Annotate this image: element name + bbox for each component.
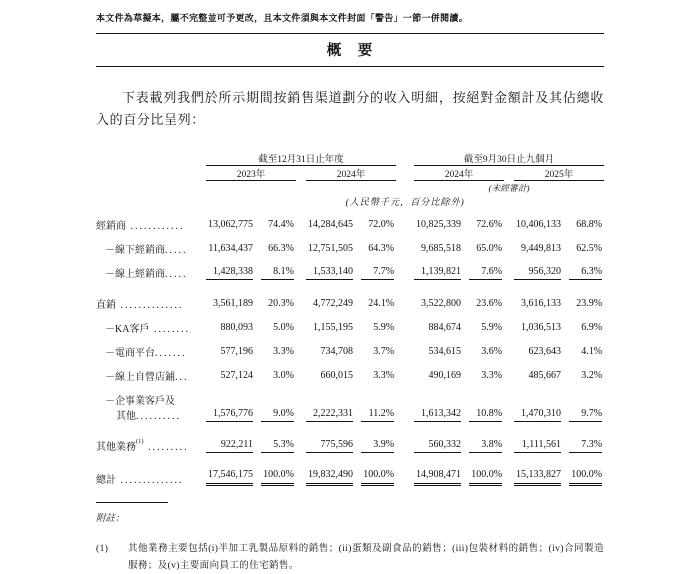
value-cell: 5.3% [258,422,296,453]
value-cell: 7.6% [466,256,504,280]
value-cell: 23.6% [476,298,503,309]
units-row [96,194,604,208]
value-cell: 1,576,776 [206,383,258,422]
value-cell: 11.2% [358,383,396,422]
footnote-text: 其他業務主要包括(i)半加工乳製品原料的銷售；(ii)蛋類及副食品的銷售；(iii)包裝材料的銷售；(iv)合同製造服務；及(v)主要面向員工的住宅銷售。 [128,544,604,571]
value-cell: 6.9% [581,322,603,333]
footnote-number: (1) [96,544,109,554]
footnote-ref-1: (1) [136,437,144,445]
footnote-separator [96,502,168,503]
table-row-distributors [96,208,604,232]
value-cell: 5.9% [481,322,503,333]
value-cell: 72.0% [368,219,395,230]
row-label: －線下經銷商..... [105,245,188,256]
value-cell: 1,428,338 [206,256,258,280]
value-cell: 10,825,339 [416,219,462,230]
value-cell: 23.9% [576,298,603,309]
value-cell: 884,674 [428,322,462,333]
table-row-online-distributors [96,256,604,280]
value-cell: 12,751,505 [308,243,353,254]
row-label: 其他業務$^{(1)}$ ......... [96,437,189,453]
value-cell: 485,667 [528,370,562,381]
dot-leader: .............. [116,300,184,311]
value-cell: 4,772,249 [313,298,353,309]
notes-heading: 附註： [96,514,125,524]
value-cell: 3,561,189 [213,298,253,309]
value-cell: 3,522,800 [421,298,462,309]
value-cell: 3.3% [273,346,294,357]
value-cell: 19,832,490 [306,453,358,486]
value-cell: 10,406,133 [516,219,562,230]
value-cell: 24.1% [368,298,395,309]
value-cell: 560,332 [414,422,466,453]
dot-leader: ..... [165,269,188,280]
value-cell: 734,708 [320,346,353,357]
value-cell: 4.1% [581,346,603,357]
unaudited-row [96,181,604,195]
revenue-by-channel-table [96,151,604,486]
value-cell: 9,685,518 [421,243,462,254]
value-cell: 3.3% [373,370,395,381]
value-cell: 3.6% [481,346,503,357]
value-cell: 1,036,513 [521,322,562,333]
value-cell: 14,908,471 [414,453,466,486]
year-2024: 2024年 [306,166,396,181]
value-cell: 15,133,827 [514,453,566,486]
table-row-other-businesses [96,422,604,453]
table-row-ecommerce-platforms [96,335,604,359]
value-cell: 1,533,140 [306,256,358,280]
value-cell: 527,124 [220,370,253,381]
value-cell: 660,015 [320,370,353,381]
value-cell: 3.7% [373,346,395,357]
row-label: －電商平台....... [105,348,187,359]
page-title: 概 要 [326,43,374,59]
row-label: －線上經銷商..... [105,269,188,280]
dot-leader: ..... [165,245,188,256]
dot-leader: .............. [116,475,184,486]
table-row-online-self-operated-stores [96,359,604,383]
dot-leader: .......... [136,411,181,422]
value-cell: 20.3% [268,298,294,309]
period-group-row [96,151,604,166]
dot-leader: ......... [143,442,189,453]
value-cell: 490,169 [428,370,462,381]
dot-leader: ............ [126,221,185,232]
year-2025-9m: 2025年 [514,166,604,181]
table-row-enterprise-customers-and-others [96,383,604,422]
value-cell: 880,093 [220,322,253,333]
value-cell: 7.7% [358,256,396,280]
value-cell: 8.1% [258,256,296,280]
value-cell: 2,222,331 [306,383,358,422]
table-row-offline-distributors [96,232,604,256]
value-cell: 66.3% [268,243,294,254]
row-label: 總計 .............. [96,475,184,486]
value-cell: 577,196 [220,346,253,357]
period-group-fiscal-years: 截至12月31日止年度 [206,151,396,166]
row-label-line2: 其他.......... [116,411,181,422]
corner-cell [96,151,206,166]
row-label: －線上自營店鋪... [105,372,189,383]
value-cell: 7.3% [566,422,604,453]
row-label: －KA客戶 ........ [105,324,190,335]
period-group-nine-months: 截至9月30日止九個月 [414,151,604,166]
value-cell: 3.2% [581,370,603,381]
row-label [96,383,206,422]
table-row-ka-customers [96,311,604,335]
table-row-direct-sales [96,280,604,311]
value-cell: 5.9% [373,322,395,333]
year-2024-9m: 2024年 [414,166,504,181]
value-cell: 775,596 [306,422,358,453]
value-cell: 74.4% [268,219,294,230]
value-cell: 64.3% [368,243,395,254]
intro-paragraph: 下表載列我們於所示期間按銷售渠道劃分的收入明細，按絕對金額計及其佔總收入的百分比呈列： [96,90,604,127]
value-cell: 17,546,175 [206,453,258,486]
value-cell: 68.8% [576,219,603,230]
draft-disclaimer: 本文件為草擬本，屬不完整並可予更改，且本文件須與本文件封面「警告」一節一併閱讀。 [96,13,469,23]
value-cell: 6.3% [566,256,604,280]
value-cell: 956,320 [514,256,566,280]
value-cell: 1,613,342 [414,383,466,422]
dot-leader: ........ [149,324,190,335]
value-cell: 9.7% [566,383,604,422]
year-2023: 2023年 [206,166,296,181]
value-cell: 3.9% [358,422,396,453]
value-cell: 1,470,310 [514,383,566,422]
unaudited-note: (未經審計) [488,183,530,193]
value-cell: 100.0% [258,453,296,486]
value-cell: 13,062,775 [208,219,253,230]
value-cell: 534,615 [428,346,462,357]
value-cell: 623,643 [528,346,562,357]
group-spacer [396,151,414,166]
row-label: 經銷商 ............ [96,221,185,232]
value-cell: 922,211 [206,422,258,453]
value-cell: 100.0% [358,453,396,486]
value-cell: 3.3% [481,370,503,381]
row-label-line1: －企事業客戶及 [105,396,175,407]
footnote-1 [96,541,604,574]
year-header-row [96,166,604,181]
value-cell: 3.0% [273,370,294,381]
dot-leader: ....... [155,348,187,359]
value-cell: 1,139,821 [414,256,466,280]
value-cell: 10.8% [466,383,504,422]
value-cell: 3,616,133 [521,298,562,309]
value-cell: 62.5% [576,243,603,254]
value-cell: 1,111,561 [514,422,566,453]
header-rule-bottom [96,66,604,67]
value-cell: 14,284,645 [308,219,353,230]
dot-leader: ... [175,372,189,383]
value-cell: 11,634,437 [208,243,253,254]
value-cell: 65.0% [476,243,503,254]
value-cell: 9.0% [258,383,296,422]
value-cell: 9,449,813 [521,243,562,254]
row-label: 直銷 .............. [96,300,184,311]
value-cell: 3.8% [466,422,504,453]
value-cell: 72.6% [476,219,503,230]
value-cell: 100.0% [466,453,504,486]
units-note: (人民幣千元，百分比除外) [345,198,465,208]
value-cell: 5.0% [273,322,294,333]
value-cell: 1,155,195 [313,322,353,333]
table-row-total [96,453,604,486]
value-cell: 100.0% [566,453,604,486]
